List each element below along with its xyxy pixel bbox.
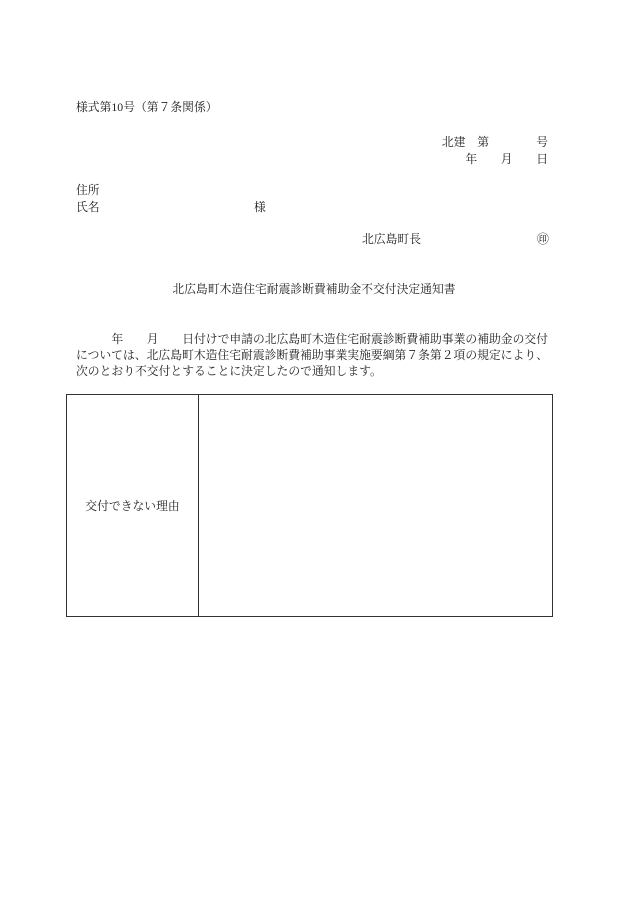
document-number: 北建 第 号	[441, 135, 548, 149]
body-line: については、北広島町木造住宅耐震診断費補助事業実施要綱第７条第２項の規定により、	[76, 348, 548, 362]
body-line: 年 月 日付けで申請の北広島町木造住宅耐震診断費補助事業の補助金の交付	[76, 332, 548, 346]
body-line: 次のとおり不交付とすることに決定したので通知します。	[76, 364, 382, 378]
reason-label-cell	[67, 395, 199, 616]
reason-table	[66, 394, 553, 617]
reason-label: 交付できない理由	[85, 498, 180, 513]
seal-mark: ㊞	[537, 232, 549, 246]
address-label: 住所	[76, 183, 100, 197]
honorific: 様	[254, 200, 266, 214]
reason-value-cell[interactable]	[199, 395, 552, 616]
form-number: 様式第10号（第７条関係）	[76, 100, 218, 114]
document-title: 北広島町木造住宅耐震診断費補助金不交付決定通知書	[172, 282, 456, 296]
date-line: 年 月 日	[465, 152, 548, 166]
name-label: 氏名	[76, 200, 100, 214]
sender-name: 北広島町長	[362, 232, 421, 246]
